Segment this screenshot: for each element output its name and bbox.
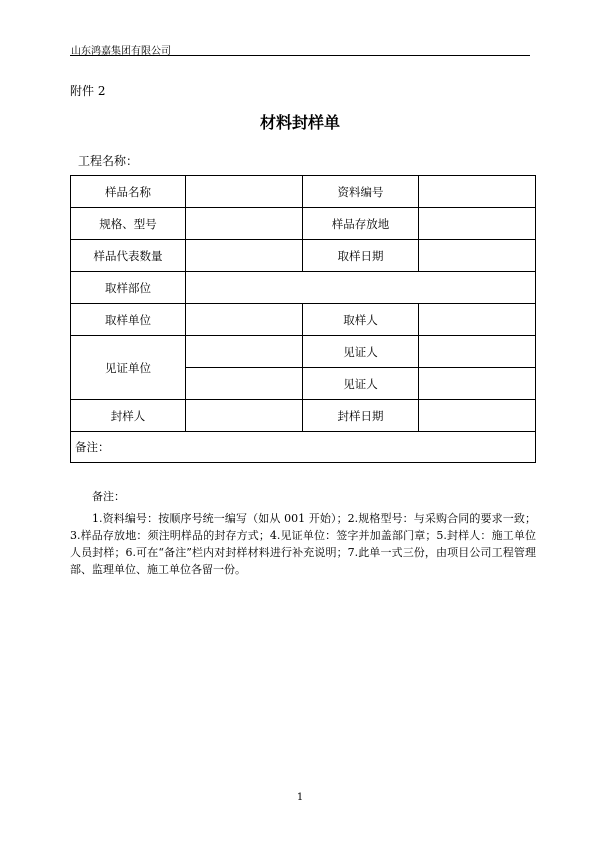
remarks-field[interactable]	[71, 432, 536, 463]
label-sealer: 封样人	[71, 400, 186, 432]
table-row	[71, 400, 536, 432]
table-row	[71, 240, 536, 272]
label-sampling-unit: 取样单位	[71, 304, 186, 336]
sample-seal-form	[70, 175, 536, 463]
table-row	[71, 336, 536, 368]
label-spec-model: 规格、型号	[71, 208, 186, 240]
label-sampling-date: 取样日期	[303, 240, 419, 272]
field-sampling-part[interactable]	[186, 272, 536, 304]
label-representative-quantity: 样品代表数量	[71, 240, 186, 272]
field-witness-2[interactable]	[419, 368, 536, 400]
table-row	[71, 176, 536, 208]
label-witness-unit: 见证单位	[71, 336, 186, 400]
label-witness-1: 见证人	[303, 336, 419, 368]
attachment-label: 附件 2	[70, 84, 106, 98]
field-representative-quantity[interactable]	[186, 240, 303, 272]
label-sealing-date: 封样日期	[303, 400, 419, 432]
field-witness-unit-2[interactable]	[186, 368, 303, 400]
notes-text: 1.资料编号：按顺序号统一编写（如从 001 开始）；2.规格型号：与采购合同的要求一致；3.样品存放地：须注明样品的封存方式；4.见证单位：签字并加盖部门章；5.封样人：施工单位人员封样；6.可在“备注”栏内对封样材料进行补充说明；7.此单一式三份，由项目公司工程管理部、监理单位、施工单位各留一份。	[70, 512, 536, 576]
field-sealer[interactable]	[186, 400, 303, 432]
page-title: 材料封样单	[259, 113, 340, 132]
field-sample-name[interactable]	[186, 176, 303, 208]
field-sampling-unit[interactable]	[186, 304, 303, 336]
page-number: 1	[296, 792, 304, 803]
label-sampling-part: 取样部位	[71, 272, 186, 304]
field-spec-model[interactable]	[186, 208, 303, 240]
label-witness-2: 见证人	[303, 368, 419, 400]
label-sampler: 取样人	[303, 304, 419, 336]
notes-heading: 备注：	[92, 490, 125, 503]
field-sampler[interactable]	[419, 304, 536, 336]
field-storage-location[interactable]	[419, 208, 536, 240]
field-sampling-date[interactable]	[419, 240, 536, 272]
field-witness-1[interactable]	[419, 336, 536, 368]
table-row	[71, 432, 536, 463]
project-name-label: 工程名称：	[78, 154, 139, 168]
field-doc-number[interactable]	[419, 176, 536, 208]
company-name: 山东鸿嘉集团有限公司	[71, 46, 171, 57]
header-rule	[70, 55, 530, 56]
label-storage-location: 样品存放地	[303, 208, 419, 240]
label-doc-number: 资料编号	[303, 176, 419, 208]
table-row	[71, 304, 536, 336]
field-witness-unit-1[interactable]	[186, 336, 303, 368]
remarks-label: 备注：	[75, 440, 110, 454]
table-row	[71, 208, 536, 240]
table-row	[71, 272, 536, 304]
field-sealing-date[interactable]	[419, 400, 536, 432]
label-sample-name: 样品名称	[71, 176, 186, 208]
